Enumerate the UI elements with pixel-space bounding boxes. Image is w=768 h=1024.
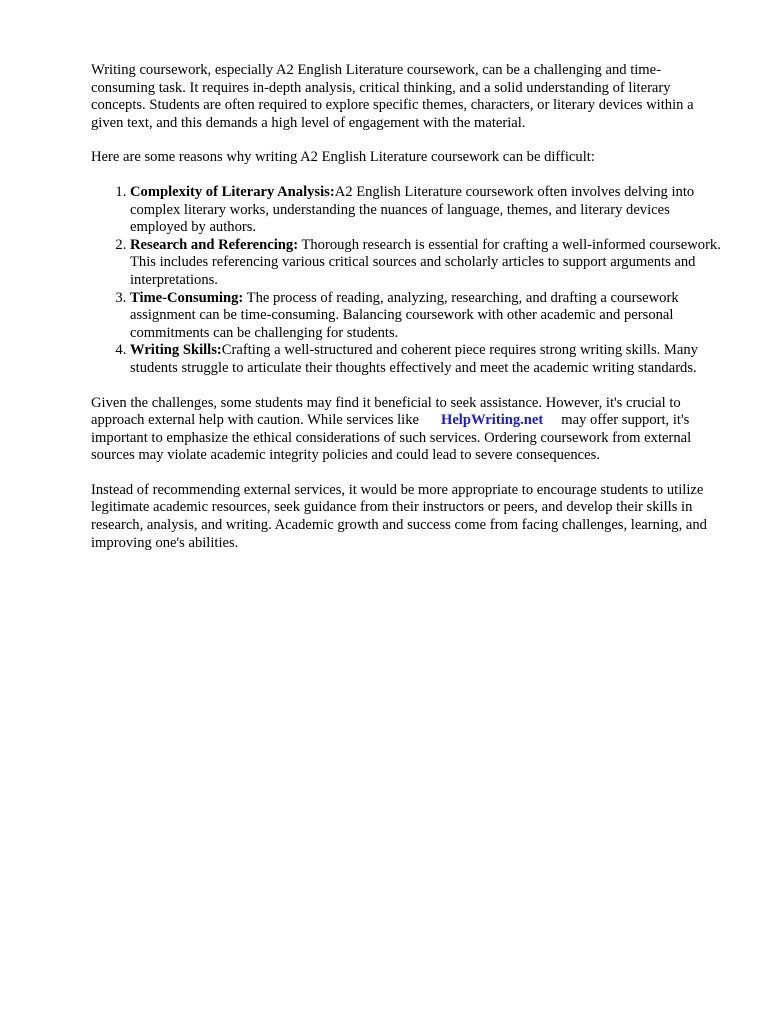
- closing-paragraph: Instead of recommending external services, it would be more appropriate to encourage students to utilize legitimate academic resources, seek guidance from their instructors or peers, and develop their skills in research, analysis, and writing. Academic growth and success come from facing challenges, learning, and improving one's abilities.: [91, 481, 707, 551]
- list-item: [130, 184, 723, 237]
- reasons-list: [91, 184, 723, 378]
- helpwriting-link[interactable]: HelpWriting.net: [440, 412, 544, 429]
- document-page: [91, 62, 723, 569]
- list-item: [130, 290, 723, 343]
- reason-text: The process of reading, analyzing, researching, and drafting a coursework assignment can be time-consuming. Balancing coursework with other academic and personal commitments can be challenging for students.: [130, 289, 679, 341]
- reason-term: Research and Referencing:: [130, 236, 299, 253]
- caution-text-after: may offer support, it's important to emphasize the ethical considerations of such services. Ordering coursework from external sources may violate academic integrity policies and could lead to severe consequences.: [91, 412, 692, 464]
- reason-text: Crafting a well-structured and coherent piece requires strong writing skills. Many students struggle to articulate their thoughts effectively and meet the academic writing standards.: [130, 342, 698, 376]
- list-item: [130, 237, 723, 290]
- reasons-lead-paragraph: Here are some reasons why writing A2 English Literature coursework can be difficult:: [91, 149, 595, 166]
- reason-term: Writing Skills:: [130, 342, 222, 359]
- reason-term: Time-Consuming:: [130, 289, 244, 306]
- reason-term: Complexity of Literary Analysis:: [130, 183, 335, 200]
- reason-text: A2 English Literature coursework often involves delving into complex literary works, understanding the nuances of language, themes, and literary devices employed by authors.: [130, 183, 695, 236]
- intro-paragraph: Writing coursework, especially A2 English Literature coursework, can be a challenging and time-consuming task. It requires in-depth analysis, critical thinking, and a solid understanding of literary concepts. Students are often required to explore specific themes, characters, or literary devices within a given text, and this demands a high level of engagement with the material.: [91, 62, 694, 131]
- list-item: [130, 342, 723, 377]
- caution-text-before: Given the challenges, some students may find it beneficial to seek assistance. However, it's crucial to approach external help with caution. While services like: [91, 394, 681, 429]
- reason-text: Thorough research is essential for crafting a well-informed coursework. This includes referencing various critical sources and scholarly articles to support arguments and interpretations.: [130, 236, 721, 288]
- caution-paragraph: [91, 395, 723, 465]
